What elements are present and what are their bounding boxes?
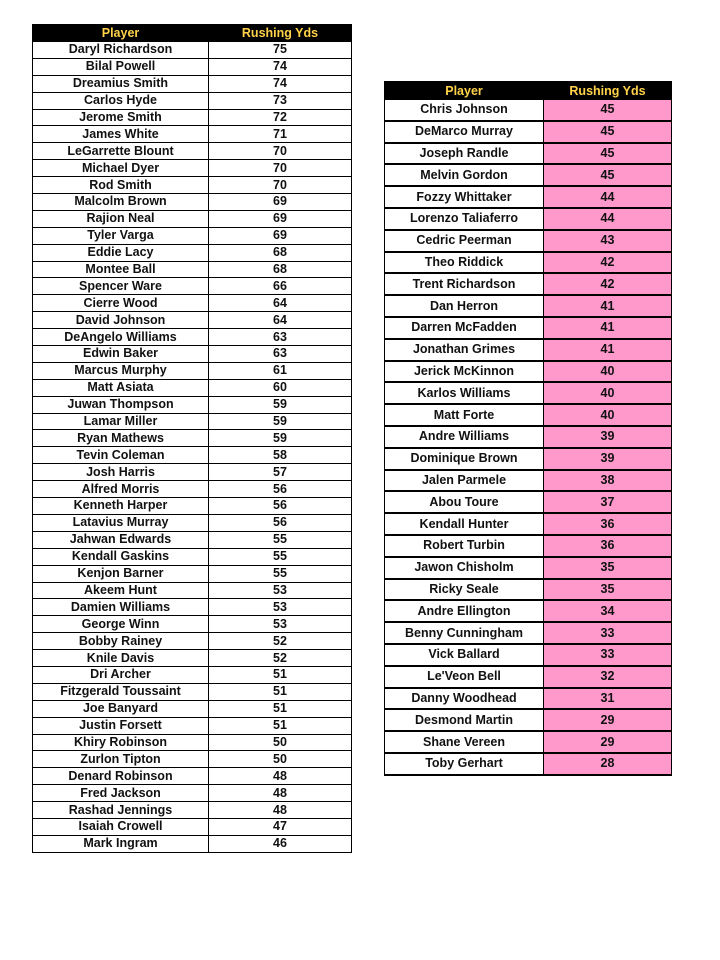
rushing-yds-cell: 33 [544, 644, 672, 666]
rushing-yds-cell: 29 [544, 709, 672, 731]
table-row [33, 616, 352, 633]
header-row [385, 82, 672, 100]
table-row [33, 481, 352, 498]
rushing-yds-cell: 56 [209, 481, 352, 498]
player-name-cell: Alfred Morris [33, 481, 209, 498]
table-row [33, 565, 352, 582]
table-row [33, 650, 352, 667]
table-row [385, 535, 672, 557]
table-row [33, 126, 352, 143]
player-name-cell: Cedric Peerman [385, 230, 544, 252]
player-name-cell: James White [33, 126, 209, 143]
rushing-yds-cell: 50 [209, 734, 352, 751]
table-row [33, 531, 352, 548]
table-row [33, 295, 352, 312]
rushing-yds-cell: 46 [209, 835, 352, 852]
table-row [385, 470, 672, 492]
table-row [385, 666, 672, 688]
table-row [33, 734, 352, 751]
table-row [385, 230, 672, 252]
table-row [385, 491, 672, 513]
table-row [33, 210, 352, 227]
rushing-yds-cell: 35 [544, 579, 672, 601]
table-row [33, 177, 352, 194]
player-name-cell: Michael Dyer [33, 160, 209, 177]
player-name-cell: Dreamius Smith [33, 75, 209, 92]
table-row [33, 396, 352, 413]
table-row [33, 751, 352, 768]
rushing-yds-cell: 68 [209, 261, 352, 278]
player-name-cell: Benny Cunningham [385, 622, 544, 644]
column-header-rushing-yds: Rushing Yds [209, 25, 352, 42]
rushing-yds-cell: 74 [209, 75, 352, 92]
rushing-yds-cell: 64 [209, 295, 352, 312]
player-name-cell: Kendall Gaskins [33, 548, 209, 565]
player-name-cell: Danny Woodhead [385, 688, 544, 710]
rushing-yds-cell: 48 [209, 785, 352, 802]
table-row [33, 42, 352, 59]
player-name-cell: Malcolm Brown [33, 194, 209, 211]
rushing-yds-cell: 40 [544, 361, 672, 383]
table-row [385, 709, 672, 731]
player-name-cell: Fitzgerald Toussaint [33, 683, 209, 700]
player-name-cell: LeGarrette Blount [33, 143, 209, 160]
table-row [385, 208, 672, 230]
table-row [33, 548, 352, 565]
rushing-yds-cell: 61 [209, 362, 352, 379]
player-name-cell: Ryan Mathews [33, 430, 209, 447]
player-name-cell: Lamar Miller [33, 413, 209, 430]
table-row [33, 768, 352, 785]
player-name-cell: Mark Ingram [33, 835, 209, 852]
player-name-cell: Justin Forsett [33, 717, 209, 734]
rushing-yds-cell: 72 [209, 109, 352, 126]
player-name-cell: Le'Veon Bell [385, 666, 544, 688]
rushing-yds-cell: 51 [209, 700, 352, 717]
table-row [33, 227, 352, 244]
rushing-yds-cell: 69 [209, 210, 352, 227]
player-name-cell: Darren McFadden [385, 317, 544, 339]
rushing-yds-cell: 70 [209, 160, 352, 177]
player-name-cell: Jonathan Grimes [385, 339, 544, 361]
player-name-cell: Jawon Chisholm [385, 557, 544, 579]
rushing-yds-cell: 47 [209, 818, 352, 835]
column-header-player: Player [33, 25, 209, 42]
table-row [33, 835, 352, 852]
player-name-cell: Chris Johnson [385, 100, 544, 121]
player-name-cell: Latavius Murray [33, 514, 209, 531]
table-row [33, 717, 352, 734]
rushing-yds-cell: 55 [209, 531, 352, 548]
rushing-yds-cell: 40 [544, 382, 672, 404]
player-name-cell: Kendall Hunter [385, 513, 544, 535]
column-header-player: Player [385, 82, 544, 100]
table-row [33, 261, 352, 278]
rushing-yds-cell: 70 [209, 143, 352, 160]
rushing-yds-cell: 69 [209, 227, 352, 244]
player-name-cell: Edwin Baker [33, 346, 209, 363]
table-row [385, 579, 672, 601]
player-name-cell: Shane Vereen [385, 731, 544, 753]
table-row [33, 194, 352, 211]
table-row [33, 498, 352, 515]
table-row [385, 448, 672, 470]
rushing-yds-cell: 63 [209, 346, 352, 363]
rushing-yds-cell: 41 [544, 339, 672, 361]
player-name-cell: Bilal Powell [33, 58, 209, 75]
player-name-cell: DeAngelo Williams [33, 329, 209, 346]
player-name-cell: Kenjon Barner [33, 565, 209, 582]
table-row [385, 644, 672, 666]
rushing-yds-cell: 40 [544, 404, 672, 426]
table-row [33, 413, 352, 430]
rushing-yds-cell: 48 [209, 768, 352, 785]
player-name-cell: George Winn [33, 616, 209, 633]
player-name-cell: Joe Banyard [33, 700, 209, 717]
player-name-cell: Robert Turbin [385, 535, 544, 557]
player-name-cell: Eddie Lacy [33, 244, 209, 261]
table-row [33, 582, 352, 599]
player-name-cell: Cierre Wood [33, 295, 209, 312]
player-name-cell: Dan Herron [385, 295, 544, 317]
table-row [33, 683, 352, 700]
table-row [33, 109, 352, 126]
table-row [33, 430, 352, 447]
rushing-yds-cell: 58 [209, 447, 352, 464]
rushing-yds-cell: 63 [209, 329, 352, 346]
rushing-yds-cell: 55 [209, 565, 352, 582]
rushing-yds-cell: 44 [544, 208, 672, 230]
table-row [33, 700, 352, 717]
player-name-cell: Karlos Williams [385, 382, 544, 404]
rushing-yds-cell: 64 [209, 312, 352, 329]
table-row [385, 622, 672, 644]
table-row [33, 599, 352, 616]
table-row [385, 121, 672, 143]
rushing-table-left [32, 24, 352, 853]
rushing-yds-cell: 37 [544, 491, 672, 513]
table-row [33, 464, 352, 481]
rushing-yds-cell: 52 [209, 650, 352, 667]
table-row [33, 278, 352, 295]
player-name-cell: Rod Smith [33, 177, 209, 194]
player-name-cell: Daryl Richardson [33, 42, 209, 59]
rushing-yds-cell: 53 [209, 599, 352, 616]
player-name-cell: Trent Richardson [385, 273, 544, 295]
table-row [33, 329, 352, 346]
rushing-yds-cell: 48 [209, 802, 352, 819]
player-name-cell: Kenneth Harper [33, 498, 209, 515]
player-name-cell: Tevin Coleman [33, 447, 209, 464]
table-row [33, 785, 352, 802]
table-row [33, 312, 352, 329]
rushing-yds-cell: 42 [544, 273, 672, 295]
table-row [33, 143, 352, 160]
rushing-yds-cell: 60 [209, 379, 352, 396]
table-row [385, 513, 672, 535]
table-row [385, 143, 672, 165]
player-name-cell: Marcus Murphy [33, 362, 209, 379]
rushing-yds-cell: 36 [544, 513, 672, 535]
rushing-yds-cell: 53 [209, 582, 352, 599]
player-name-cell: Spencer Ware [33, 278, 209, 295]
player-name-cell: Jalen Parmele [385, 470, 544, 492]
rushing-yds-cell: 45 [544, 143, 672, 165]
player-name-cell: Montee Ball [33, 261, 209, 278]
rushing-yds-cell: 56 [209, 514, 352, 531]
rushing-yds-cell: 41 [544, 295, 672, 317]
table-row [33, 447, 352, 464]
rushing-yds-cell: 45 [544, 164, 672, 186]
rushing-yds-cell: 75 [209, 42, 352, 59]
player-name-cell: David Johnson [33, 312, 209, 329]
player-name-cell: Melvin Gordon [385, 164, 544, 186]
rushing-yds-cell: 53 [209, 616, 352, 633]
player-name-cell: Matt Forte [385, 404, 544, 426]
rushing-yds-cell: 45 [544, 100, 672, 121]
player-name-cell: Rajion Neal [33, 210, 209, 227]
rushing-yds-cell: 68 [209, 244, 352, 261]
table-row [33, 802, 352, 819]
rushing-yds-cell: 32 [544, 666, 672, 688]
table-row [385, 100, 672, 121]
player-name-cell: Desmond Martin [385, 709, 544, 731]
player-name-cell: Andre Williams [385, 426, 544, 448]
rushing-yds-cell: 71 [209, 126, 352, 143]
player-name-cell: Andre Ellington [385, 600, 544, 622]
player-name-cell: Vick Ballard [385, 644, 544, 666]
rushing-yds-cell: 43 [544, 230, 672, 252]
table-row [33, 666, 352, 683]
rushing-yds-cell: 51 [209, 717, 352, 734]
table-row [33, 633, 352, 650]
rushing-yds-cell: 31 [544, 688, 672, 710]
player-name-cell: Jerome Smith [33, 109, 209, 126]
table-row [385, 382, 672, 404]
player-name-cell: Knile Davis [33, 650, 209, 667]
player-name-cell: Joseph Randle [385, 143, 544, 165]
table-row [385, 600, 672, 622]
player-name-cell: Matt Asiata [33, 379, 209, 396]
rushing-yds-cell: 35 [544, 557, 672, 579]
table-row [33, 75, 352, 92]
table-row [385, 753, 672, 775]
rushing-yds-cell: 51 [209, 683, 352, 700]
rushing-yds-cell: 69 [209, 194, 352, 211]
rushing-yds-cell: 29 [544, 731, 672, 753]
rushing-yds-cell: 55 [209, 548, 352, 565]
rushing-yds-cell: 39 [544, 448, 672, 470]
player-name-cell: Jerick McKinnon [385, 361, 544, 383]
player-name-cell: Lorenzo Taliaferro [385, 208, 544, 230]
rushing-yds-cell: 59 [209, 430, 352, 447]
player-name-cell: Zurlon Tipton [33, 751, 209, 768]
table-row [385, 426, 672, 448]
rushing-yds-cell: 66 [209, 278, 352, 295]
player-name-cell: Jahwan Edwards [33, 531, 209, 548]
player-name-cell: Bobby Rainey [33, 633, 209, 650]
rushing-yds-cell: 56 [209, 498, 352, 515]
player-name-cell: Damien Williams [33, 599, 209, 616]
table-row [33, 244, 352, 261]
player-name-cell: Fred Jackson [33, 785, 209, 802]
header-row [33, 25, 352, 42]
table-row [33, 379, 352, 396]
player-name-cell: Tyler Varga [33, 227, 209, 244]
table-row [33, 362, 352, 379]
player-name-cell: Josh Harris [33, 464, 209, 481]
rushing-yds-cell: 59 [209, 396, 352, 413]
rushing-yds-cell: 34 [544, 600, 672, 622]
table-row [385, 317, 672, 339]
player-name-cell: Rashad Jennings [33, 802, 209, 819]
player-name-cell: Carlos Hyde [33, 92, 209, 109]
rushing-yds-cell: 70 [209, 177, 352, 194]
player-name-cell: Juwan Thompson [33, 396, 209, 413]
rushing-yds-cell: 42 [544, 252, 672, 274]
player-name-cell: Isaiah Crowell [33, 818, 209, 835]
table-row [385, 361, 672, 383]
table-row [385, 731, 672, 753]
table-row [385, 273, 672, 295]
rushing-yds-cell: 50 [209, 751, 352, 768]
player-name-cell: Ricky Seale [385, 579, 544, 601]
player-name-cell: Toby Gerhart [385, 753, 544, 775]
table-row [33, 818, 352, 835]
rushing-yds-cell: 36 [544, 535, 672, 557]
table-row [33, 92, 352, 109]
column-header-rushing-yds: Rushing Yds [544, 82, 672, 100]
table-row [385, 339, 672, 361]
rushing-yds-cell: 38 [544, 470, 672, 492]
table-row [33, 514, 352, 531]
table-row [385, 295, 672, 317]
player-name-cell: Akeem Hunt [33, 582, 209, 599]
table-row [33, 346, 352, 363]
rushing-yds-cell: 52 [209, 633, 352, 650]
rushing-yds-cell: 74 [209, 58, 352, 75]
player-name-cell: Theo Riddick [385, 252, 544, 274]
table-row [385, 164, 672, 186]
rushing-yds-cell: 28 [544, 753, 672, 775]
table-row [385, 688, 672, 710]
rushing-yds-cell: 59 [209, 413, 352, 430]
rushing-yds-cell: 33 [544, 622, 672, 644]
rushing-yds-cell: 57 [209, 464, 352, 481]
player-name-cell: Dri Archer [33, 666, 209, 683]
rushing-yds-cell: 41 [544, 317, 672, 339]
table-row [33, 160, 352, 177]
rushing-yds-cell: 45 [544, 121, 672, 143]
table-row [385, 404, 672, 426]
rushing-yds-cell: 73 [209, 92, 352, 109]
player-name-cell: Khiry Robinson [33, 734, 209, 751]
rushing-yds-cell: 44 [544, 186, 672, 208]
player-name-cell: Denard Robinson [33, 768, 209, 785]
table-row [385, 186, 672, 208]
rushing-yds-cell: 39 [544, 426, 672, 448]
table-row [385, 557, 672, 579]
player-name-cell: Dominique Brown [385, 448, 544, 470]
player-name-cell: Abou Toure [385, 491, 544, 513]
table-row [385, 252, 672, 274]
rushing-table-right [384, 81, 672, 776]
table-row [33, 58, 352, 75]
player-name-cell: Fozzy Whittaker [385, 186, 544, 208]
rushing-yds-cell: 51 [209, 666, 352, 683]
player-name-cell: DeMarco Murray [385, 121, 544, 143]
